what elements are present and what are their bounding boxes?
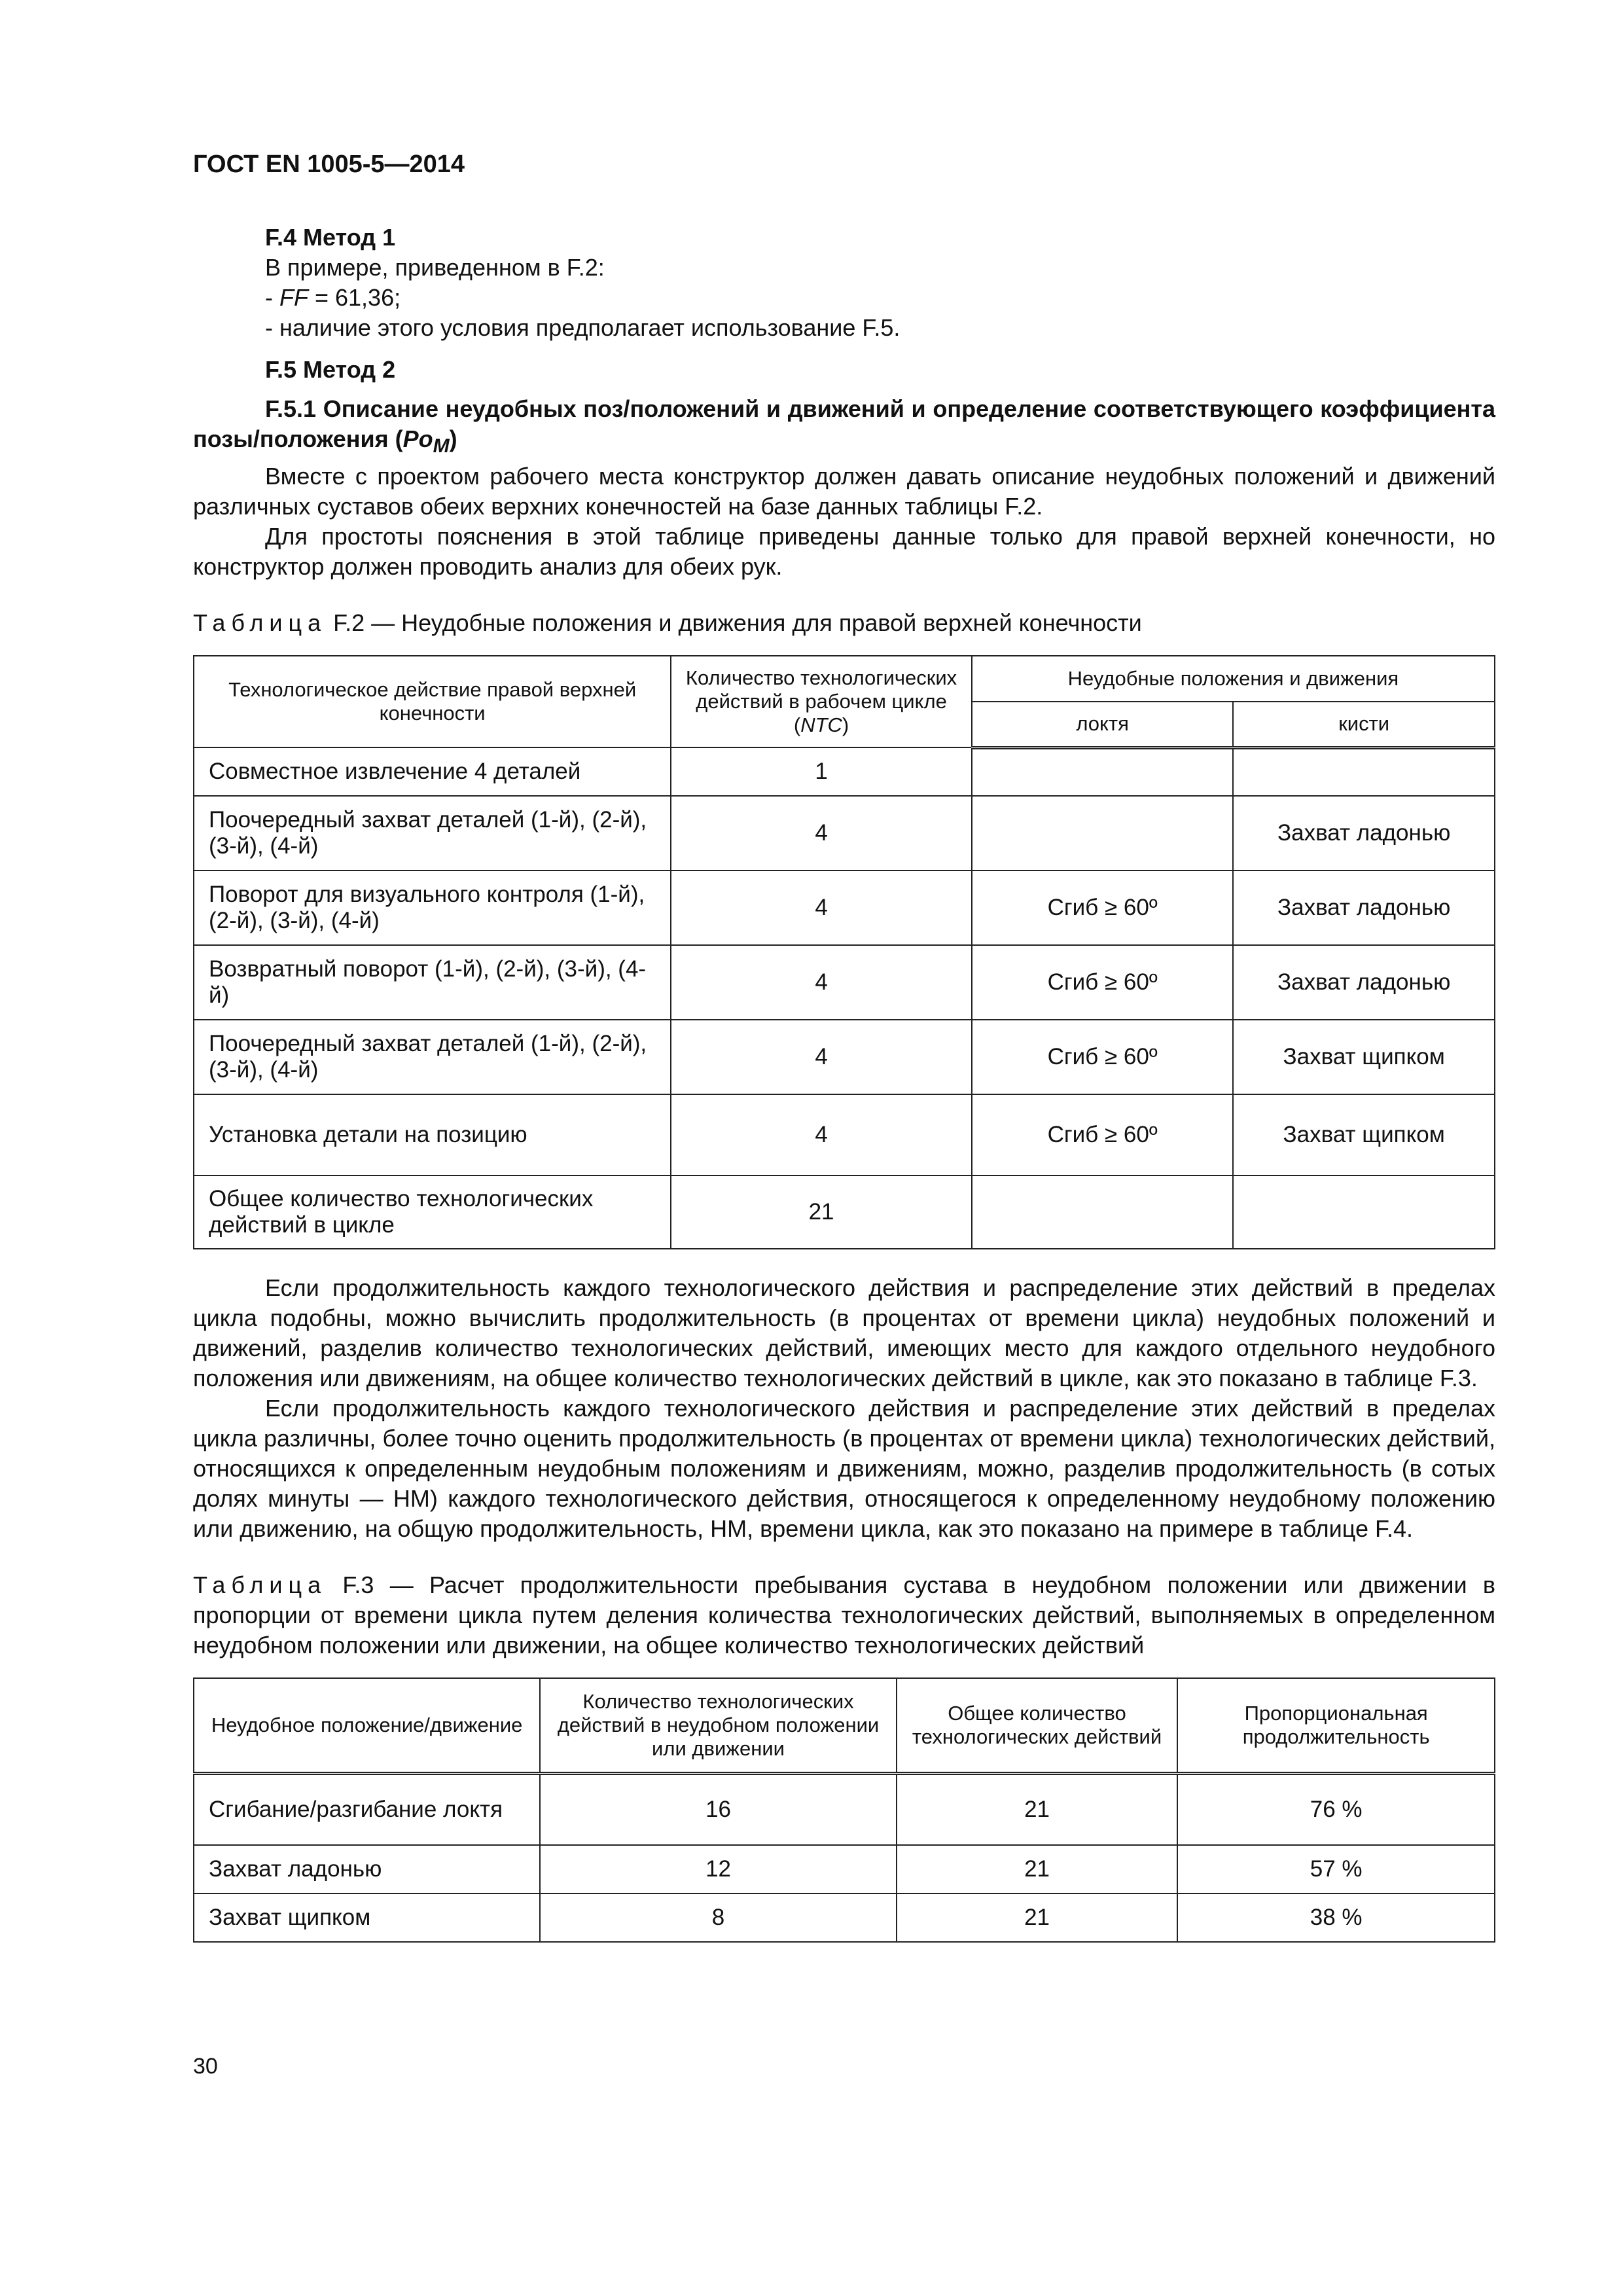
- table-row: [194, 945, 1495, 1020]
- table-cell: 4: [671, 870, 972, 945]
- table-cell: Совместное извлечение 4 деталей: [194, 747, 671, 796]
- table-cell: Захват ладонью: [194, 1845, 540, 1893]
- table-cell: Сгиб ≥ 60º: [972, 1020, 1233, 1094]
- table-row: [194, 747, 1495, 796]
- table-cell: 12: [540, 1845, 896, 1893]
- table-cell: Захват щипком: [1233, 1094, 1495, 1175]
- table-f2-header-elbow: локтя: [972, 702, 1233, 747]
- table-cell: 4: [671, 1020, 972, 1094]
- table-cell: [972, 747, 1233, 796]
- table-cell: 57 %: [1177, 1845, 1495, 1893]
- para4: Если продолжительность каждого технологического действия и распределение этих действий в пределах цикла различны, более точно оценить продолжительность (в процентах от времени цикла) технологических действий, относящихся к определенным неудобным положениям и движениям, можно, разделив продолжительность (в сотых долях минуты — НМ) каждого технологического действия, относящегося к определенному неудобному положению или движению, на общую продолжительность, НМ, времени цикла, как это показано на примере в таблице F.4.: [193, 1395, 1495, 1543]
- page-number: 30: [193, 2054, 218, 2079]
- table-f2-header-count: [671, 656, 972, 747]
- section-f51-heading: [193, 394, 1495, 461]
- table-cell: Сгибание/разгибание локтя: [194, 1773, 540, 1845]
- table-cell: 1: [671, 747, 972, 796]
- table-f3-caption-text: F.3 — Расчет продолжительности пребывания сустава в неудобном положении или движении в пропорции от времени цикла путем деления количества технологических действий, выполняемых в определенном неудобном положении или движении, на общее количество технологических действий: [193, 1571, 1495, 1659]
- table-f3-caption-label: Таблица: [193, 1571, 327, 1599]
- table-f2-header-awkward: Неудобные положения и движения: [972, 656, 1495, 702]
- table-row: [194, 1845, 1495, 1893]
- f4-item2: - наличие этого условия предполагает использование F.5.: [265, 314, 901, 341]
- table-cell: 4: [671, 796, 972, 870]
- table-f2-header-action: Технологическое действие правой верхней конечности: [194, 656, 671, 747]
- f51-heading-end: ): [449, 425, 457, 452]
- table-cell: Сгиб ≥ 60º: [972, 870, 1233, 945]
- f51-heading-text: F.5.1 Описание неудобных поз/положений и движений и определение соответствующего коэффициента позы/положения (: [193, 395, 1495, 452]
- table-f2-caption-label: Таблица: [193, 609, 327, 637]
- table-cell: Установка детали на позицию: [194, 1094, 671, 1175]
- table-cell: Поворот для визуального контроля (1-й), (2-й), (3-й), (4-й): [194, 870, 671, 945]
- table-f3: [193, 1677, 1495, 1943]
- f4-item2-text: наличие этого условия предполагает использование F.5.: [279, 314, 901, 341]
- table-row: [194, 1773, 1495, 1845]
- table-cell: [972, 1175, 1233, 1249]
- table-cell: Поочередный захват деталей (1-й), (2-й), (3-й), (4-й): [194, 796, 671, 870]
- f4-line1: В примере, приведенном в F.2:: [265, 254, 605, 281]
- po-subscript: M: [433, 435, 450, 457]
- document-header: ГОСТ EN 1005-5—2014: [193, 151, 465, 178]
- ff-symbol: FF: [279, 284, 308, 311]
- table-f3-header-count: Количество технологических действий в неудобном положении или движении: [540, 1678, 896, 1773]
- table-cell: 38 %: [1177, 1893, 1495, 1942]
- table-cell: Захват ладонью: [1233, 945, 1495, 1020]
- table-f3-header-proportion: Пропорциональная продолжительность: [1177, 1678, 1495, 1773]
- table-f2-header-count-text: Количество технологических действий в рабочем цикле (: [685, 666, 957, 737]
- section-f4-heading: F.4 Метод 1: [265, 224, 396, 251]
- table-row: [194, 1175, 1495, 1249]
- document-body: [193, 223, 1495, 1943]
- table-cell: Захват ладонью: [1233, 870, 1495, 945]
- table-cell: Сгиб ≥ 60º: [972, 945, 1233, 1020]
- table-cell: 4: [671, 945, 972, 1020]
- table-cell: Возвратный поворот (1-й), (2-й), (3-й), (4-й): [194, 945, 671, 1020]
- table-cell: Захват ладонью: [1233, 796, 1495, 870]
- table-cell: 8: [540, 1893, 896, 1942]
- table-cell: 4: [671, 1094, 972, 1175]
- ff-value: = 61,36;: [308, 284, 401, 311]
- f5-para1: Вместе с проектом рабочего места конструктор должен давать описание неудобных положений и движений различных суставов обеих верхних конечностей на базе данных таблицы F.2.: [193, 463, 1495, 520]
- table-cell: Захват щипком: [194, 1893, 540, 1942]
- table-f3-caption: [193, 1570, 1495, 1660]
- table-cell: [972, 796, 1233, 870]
- table-f3-header-position: Неудобное положение/движение: [194, 1678, 540, 1773]
- table-cell: 76 %: [1177, 1773, 1495, 1845]
- table-cell: 21: [897, 1845, 1178, 1893]
- table-f2-header-wrist: кисти: [1233, 702, 1495, 747]
- table-cell: [1233, 747, 1495, 796]
- f4-item1: - FF = 61,36;: [265, 284, 401, 311]
- table-f2-caption: [193, 608, 1495, 638]
- table-f2: [193, 655, 1495, 1249]
- table-cell: Захват щипком: [1233, 1020, 1495, 1094]
- section-f5-heading: F.5 Метод 2: [265, 356, 396, 383]
- table-cell: 16: [540, 1773, 896, 1845]
- table-f2-caption-text: F.2 — Неудобные положения и движения для правой верхней конечности: [327, 609, 1142, 637]
- table-cell: Поочередный захват деталей (1-й), (2-й), (3-й), (4-й): [194, 1020, 671, 1094]
- table-cell: 21: [671, 1175, 972, 1249]
- table-cell: Сгиб ≥ 60º: [972, 1094, 1233, 1175]
- table-cell: Общее количество технологических действий в цикле: [194, 1175, 671, 1249]
- table-f3-header-total: Общее количество технологических действий: [897, 1678, 1178, 1773]
- ntc-abbr: NTC: [800, 713, 842, 737]
- f5-para2: Для простоты пояснения в этой таблице приведены данные только для правой верхней конечности, но конструктор должен проводить анализ для обеих рук.: [193, 523, 1495, 581]
- table-cell: 21: [897, 1893, 1178, 1942]
- table-row: [194, 870, 1495, 945]
- table-cell: [1233, 1175, 1495, 1249]
- po-symbol: Po: [402, 425, 433, 452]
- table-row: [194, 1893, 1495, 1942]
- table-row: [194, 1094, 1495, 1175]
- table-row: [194, 1020, 1495, 1094]
- table-cell: 21: [897, 1773, 1178, 1845]
- table-row: [194, 796, 1495, 870]
- para3: Если продолжительность каждого технологического действия и распределение этих действий в пределах цикла подобны, можно вычислить продолжительность (в процентах от времени цикла) неудобных положений и движений, разделив количество технологических действий, имеющих место для каждого отдельного неудобного положения или движениям, на общее количество технологических действий в цикле, как это показано в таблице F.3.: [193, 1274, 1495, 1392]
- table-f2-header-count-end: ): [842, 713, 849, 737]
